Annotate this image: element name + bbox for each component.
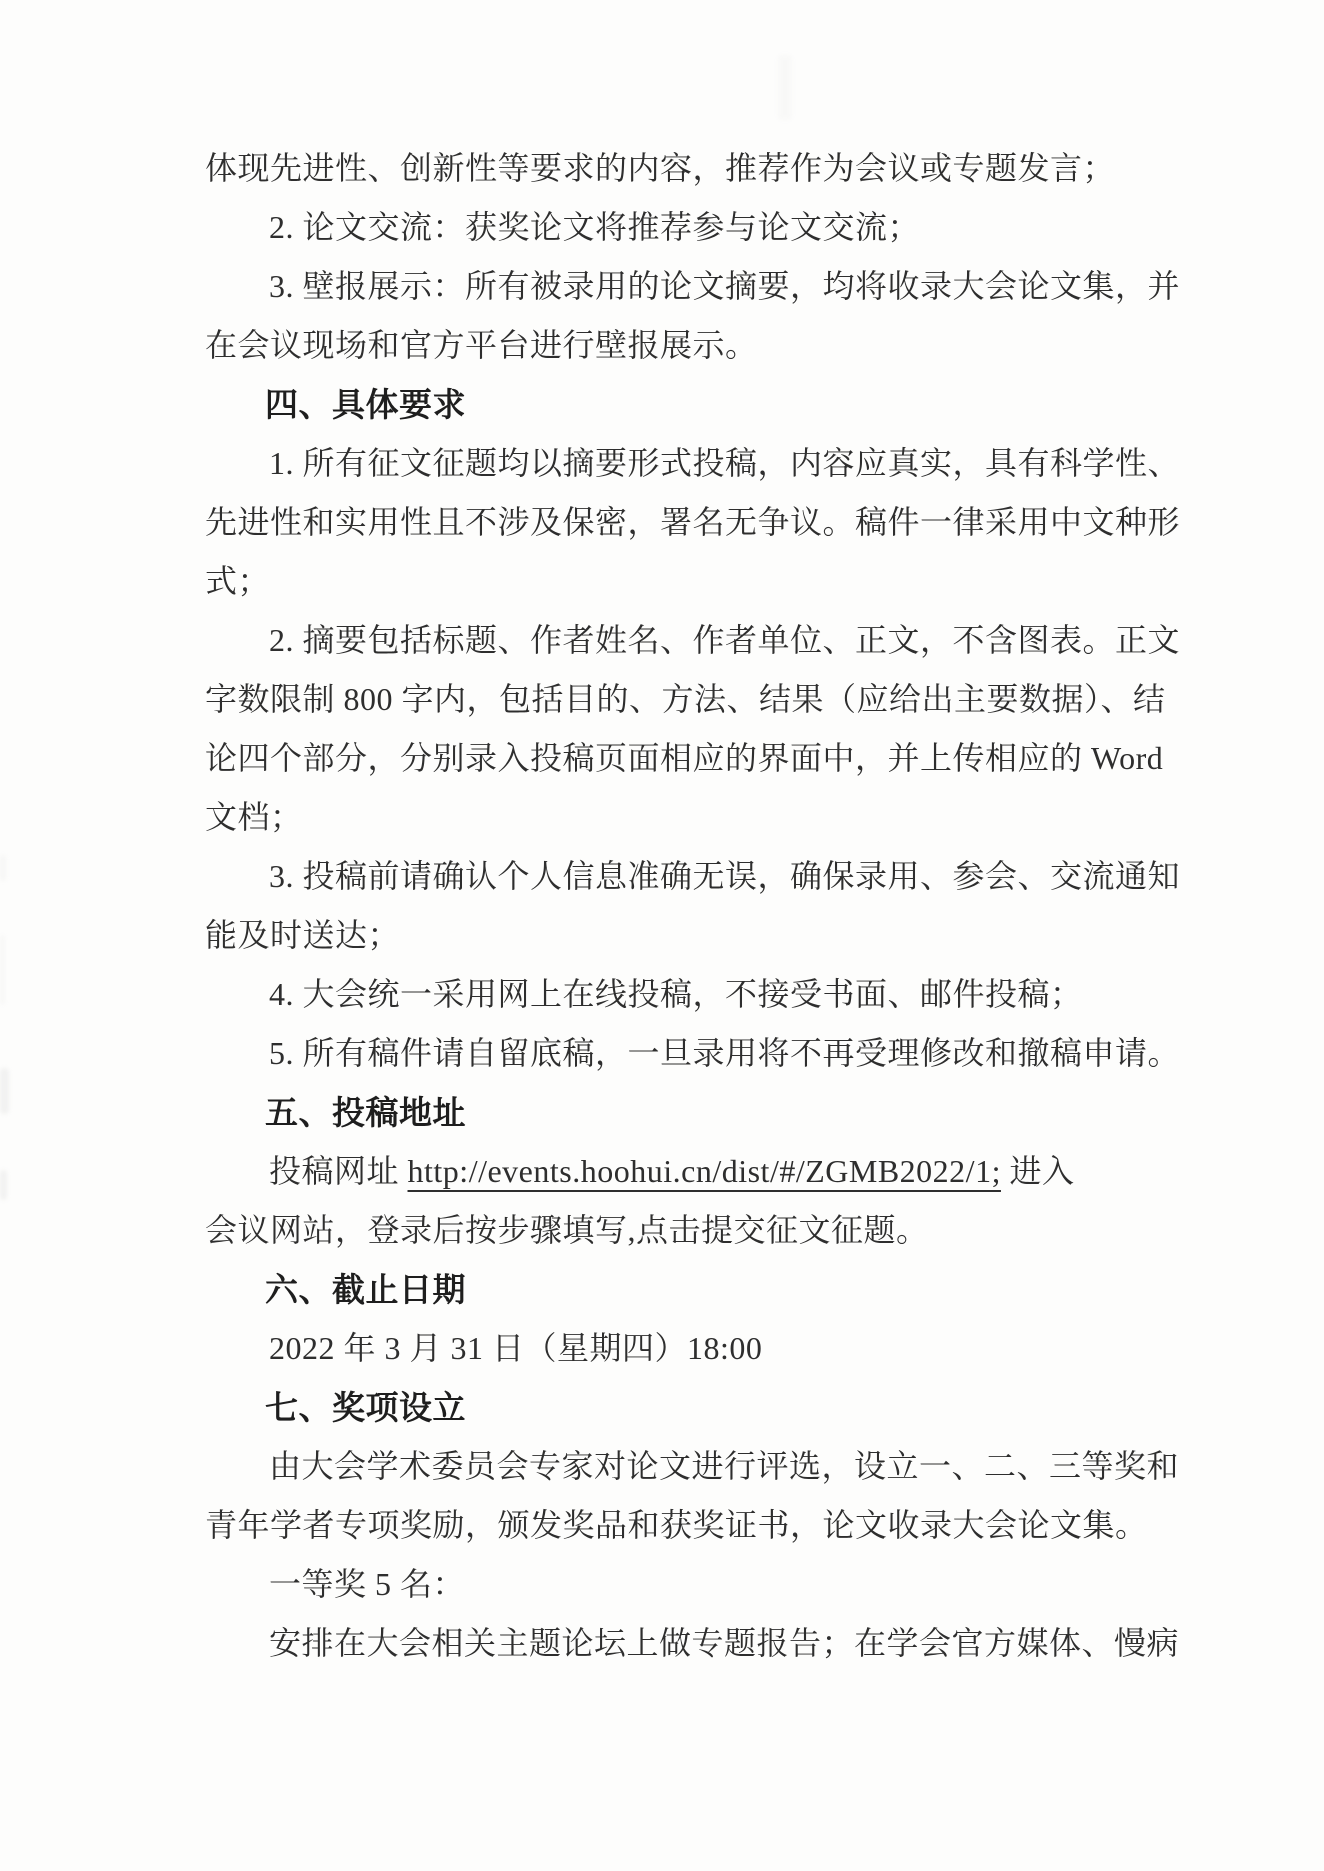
text-line: 5. 所有稿件请自留底稿，一旦录用将不再受理修改和撤稿申请。 xyxy=(269,1035,1181,1071)
text-line: 3. 投稿前请确认个人信息准确无误，确保录用、参会、交流通知 xyxy=(269,858,1181,894)
scan-artifact xyxy=(778,55,792,120)
scan-artifact xyxy=(0,855,6,881)
section-heading: 四、具体要求 xyxy=(265,386,466,423)
text-line: 一等奖 5 名： xyxy=(269,1566,466,1602)
section-heading: 五、投稿地址 xyxy=(265,1094,466,1131)
text-line: 1. 所有征文征题均以摘要形式投稿，内容应真实，具有科学性、 xyxy=(269,445,1181,481)
text-segment: 进入 xyxy=(1000,1153,1075,1189)
text-segment: 投稿网址 xyxy=(269,1153,408,1189)
scan-artifact xyxy=(0,1068,9,1114)
section-heading: 七、奖项设立 xyxy=(265,1389,466,1426)
text-line: 2. 论文交流：获奖论文将推荐参与论文交流； xyxy=(269,209,921,245)
section-heading: 六、截止日期 xyxy=(265,1271,466,1308)
text-line: 由大会学术委员会专家对论文进行评选，设立一、二、三等奖和 xyxy=(269,1448,1180,1484)
text-line: 论四个部分，分别录入投稿页面相应的界面中，并上传相应的 Word xyxy=(205,740,1164,776)
text-line: 安排在大会相关主题论坛上做专题报告；在学会官方媒体、慢病 xyxy=(269,1625,1180,1661)
text-line: 在会议现场和官方平台进行壁报展示。 xyxy=(205,327,758,363)
text-line: 字数限制 800 字内，包括目的、方法、结果（应给出主要数据）、结 xyxy=(205,681,1166,717)
scan-artifact xyxy=(0,1170,7,1200)
text-line: 先进性和实用性且不涉及保密，署名无争议。稿件一律采用中文种形 xyxy=(205,504,1181,540)
text-line: 4. 大会统一采用网上在线投稿，不接受书面、邮件投稿； xyxy=(269,976,1083,1012)
scan-artifact xyxy=(0,935,5,1005)
document-body xyxy=(205,139,1180,1673)
text-line: 2022 年 3 月 31 日（星期四）18:00 xyxy=(269,1330,763,1366)
text-line: 会议网站，登录后按步骤填写,点击提交征文征题。 xyxy=(205,1212,929,1248)
text-line xyxy=(205,1142,1180,1201)
text-line: 文档； xyxy=(205,799,303,835)
text-line: 青年学者专项奖励，颁发奖品和获奖证书，论文收录大会论文集。 xyxy=(205,1507,1148,1543)
text-line: 式； xyxy=(205,563,271,599)
text-line: 能及时送达； xyxy=(205,917,401,953)
submission-url: http://events.hoohui.cn/dist/#/ZGMB2022/1; xyxy=(407,1153,1001,1189)
text-line: 体现先进性、创新性等要求的内容，推荐作为会议或专题发言； xyxy=(205,150,1116,186)
text-line: 2. 摘要包括标题、作者姓名、作者单位、正文，不含图表。正文 xyxy=(269,622,1181,658)
text-line: 3. 壁报展示：所有被录用的论文摘要，均将收录大会论文集，并 xyxy=(269,268,1181,304)
